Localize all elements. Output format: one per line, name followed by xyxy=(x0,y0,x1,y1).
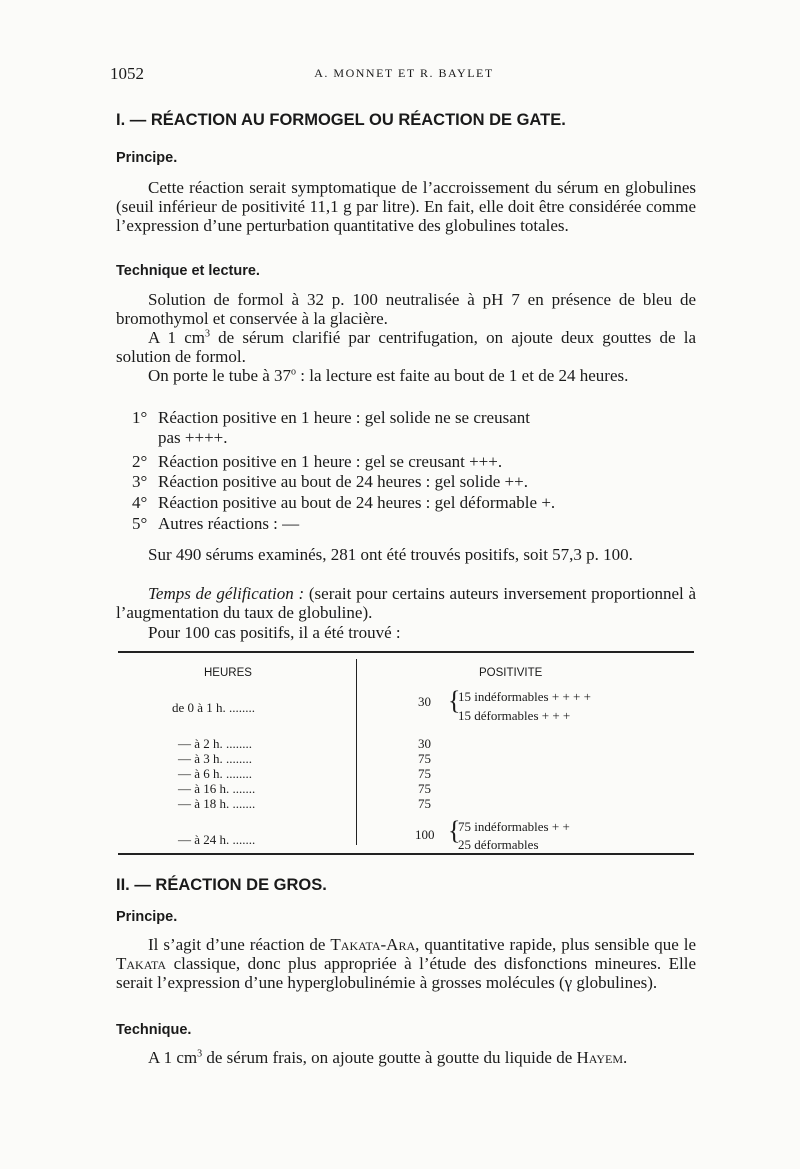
table-brace: { xyxy=(448,686,461,715)
running-head-authors: A. MONNET ET R. BAYLET xyxy=(314,66,494,80)
paragraph-serums: Sur 490 sérums examinés, 281 ont été trouvés positifs, soit 57,3 p. 100. xyxy=(148,545,633,564)
paragraph-technique-final: A 1 $cm^3$ de sérum frais, on ajoute goutte à goutte du liquide de Hayem. xyxy=(148,1048,628,1067)
paragraph-technique-3: On porte le tube à 37$^o$ : la lecture est faite au bout de 1 et de 24 heures. xyxy=(148,366,629,385)
table-detail-line: 75 indéformables + + xyxy=(458,819,570,834)
paragraph-technique-1: Solution de formol à 32 p. 100 neutralisée à pH 7 en présence de bleu de bromothymol et conservée à la glacière. xyxy=(116,290,696,328)
table-row-value: 75 xyxy=(418,766,431,781)
page-number: 1052 xyxy=(110,64,144,83)
table-row-value: 100 xyxy=(415,827,435,842)
table-row-value: 75 xyxy=(418,796,431,811)
list-item-3: 3° Réaction positive au bout de 24 heures : gel solide ++. xyxy=(132,472,528,491)
paragraph-gelification: Temps de gélification : (serait pour certains auteurs inversement proportionnel à l’augmentation du taux de globuline). xyxy=(116,584,696,622)
table-detail-line: 15 indéformables + + + + xyxy=(458,689,591,704)
paragraph-principe-1: Cette réaction serait symptomatique de l’accroissement du sérum en globulines (seuil inférieur de positivité 11,1 g par litre). En fait, elle doit être considérée comme l’expression d’une perturbation quantitative des globulines totales. xyxy=(116,178,696,235)
table-row-label: — à 6 h. ........ xyxy=(178,766,253,781)
table-row-label: — à 18 h. ....... xyxy=(178,796,256,811)
running-head xyxy=(110,64,698,88)
list-item-1: 1° Réaction positive en 1 heure : gel solide ne se creusant pas ++++. xyxy=(132,408,530,447)
paragraph-principe-2: Il s’agit d’une réaction de Takata-Ara, quantitative rapide, plus sensible que le Takata classique, donc plus appropriée à l’étude des disfonctions mineures. Elle serait l’expression d’une hyperglobulinémie à grosses molécules (γ globulines). xyxy=(116,935,696,992)
table-row-label: — à 2 h. ........ xyxy=(178,736,253,751)
subheading-technique-2: Technique. xyxy=(116,1022,192,1038)
table-column-divider xyxy=(356,659,357,845)
subheading-principe-1: Principe. xyxy=(116,150,178,166)
list-item-2: 2° Réaction positive en 1 heure : gel se creusant +++. xyxy=(132,452,503,471)
table-detail-line: 25 déformables xyxy=(458,837,539,852)
table-row-value: 75 xyxy=(418,751,431,766)
subheading-technique-lecture: Technique et lecture. xyxy=(116,263,260,279)
table-header-heures: HEURES xyxy=(204,667,252,679)
table-row-value: 30 xyxy=(418,694,431,709)
subheading-principe-2: Principe. xyxy=(116,909,178,925)
section-heading-1: I. — RÉACTION AU FORMOGEL OU RÉACTION DE GATE. xyxy=(116,111,566,129)
paragraph-pour-100: Pour 100 cas positifs, il a été trouvé : xyxy=(148,623,401,642)
table-row-value: 75 xyxy=(418,781,431,796)
list-item-5: 5° Autres réactions : — xyxy=(132,514,300,533)
table-top-rule xyxy=(118,651,694,653)
table-header-positivite: POSITIVITE xyxy=(479,667,543,679)
table-row-label: de 0 à 1 h. ........ xyxy=(172,700,256,715)
table-brace: { xyxy=(448,816,461,845)
results-table xyxy=(118,651,694,857)
section-heading-2: II. — RÉACTION DE GROS. xyxy=(116,876,327,894)
table-row-label: — à 3 h. ........ xyxy=(178,751,253,766)
table-detail-line: 15 déformables + + + xyxy=(458,708,571,723)
table-row-label: — à 16 h. ....... xyxy=(178,781,256,796)
paragraph-technique-2: A 1 $cm^3$ de sérum clarifié par centrifugation, on ajoute deux gouttes de la solution de formol. xyxy=(116,328,697,366)
list-item-4: 4° Réaction positive au bout de 24 heures : gel déformable +. xyxy=(132,493,556,512)
table-row-label: — à 24 h. ....... xyxy=(178,832,256,847)
table-bottom-rule xyxy=(118,853,694,855)
table-row-value: 30 xyxy=(418,736,431,751)
